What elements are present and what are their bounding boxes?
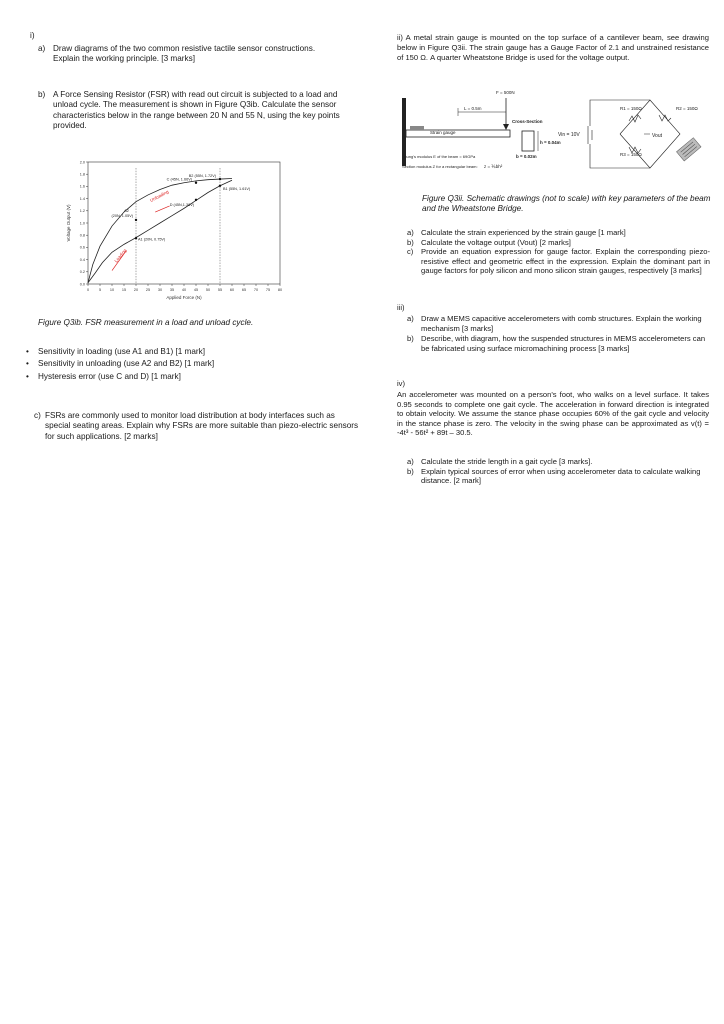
bullet-text: Sensitivity in loading (use A1 and B1) [1 mark] <box>38 347 206 356</box>
question-iii-b-text: Describe, with diagram, how the suspended structures in MEMS accelerometers can be fabricated using surface micromachining process [3 marks] <box>421 334 706 353</box>
question-i-c-text: FSRs are commonly used to monitor load distribution at body interfaces such as special seating areas. Explain why FSRs are more suitable than piezo-electric sensors for such applications. [2 marks] <box>45 411 359 441</box>
question-i-b <box>38 90 362 132</box>
x-axis-label: Applied Force (N) <box>166 295 202 300</box>
vout-label: Vout <box>652 133 663 139</box>
section-iii-number: iii) <box>397 303 405 312</box>
x-tick-label: 30 <box>157 288 163 292</box>
section-modulus-label: Section modulus Z for a rectangular beam: <box>402 164 478 169</box>
question-ii-item <box>407 228 710 238</box>
bridge-wire <box>590 100 650 126</box>
resistor-r2-zigzag <box>659 115 671 121</box>
question-iv-b-label: b) <box>407 466 414 476</box>
y-tick-label: 2.0 <box>79 160 85 165</box>
question-iv-a-text: Calculate the stride length in a gait cycle [3 marks]. <box>421 457 593 466</box>
y-tick-label: 0.4 <box>79 257 85 262</box>
x-tick-label: 20 <box>133 288 139 292</box>
cross-section-rect <box>522 131 534 151</box>
y-tick-label: 1.6 <box>79 184 85 189</box>
h-label: h = 0.04m <box>540 140 561 145</box>
key-point-label: D (45N,1.38V) <box>169 202 194 207</box>
b-label: b = 0.02m <box>516 154 537 159</box>
question-i-c-label: c) <box>34 411 41 420</box>
bullet-icon: • <box>26 347 29 356</box>
key-point-label: C (45N, 1.66V) <box>166 177 192 182</box>
question-iv-item <box>407 457 707 467</box>
y-tick-label: 1.0 <box>79 221 85 226</box>
key-point <box>135 237 137 239</box>
x-tick-label: 65 <box>241 288 247 292</box>
question-ii-item <box>407 247 710 276</box>
question-iii-item <box>407 334 707 353</box>
x-tick-label: 0 <box>86 288 90 292</box>
x-tick-label: 15 <box>121 288 127 292</box>
y-tick-label: 0.8 <box>79 233 85 238</box>
section-i-number: i) <box>30 31 35 40</box>
y-tick-label: 1.4 <box>79 196 85 201</box>
figure-q3ib-caption: Figure Q3ib. FSR measurement in a load and unload cycle. <box>38 318 254 327</box>
question-ii-a-label: a) <box>407 228 414 237</box>
key-point <box>195 182 197 184</box>
question-iii-item <box>407 314 707 333</box>
r1-label: R1 = 150Ω <box>620 106 642 111</box>
youngs-modulus-label: Young's modulus E of the beam = 69GPa <box>402 154 476 159</box>
unloading-arrow <box>155 206 169 212</box>
question-ii-intro: ii) A metal strain gauge is mounted on the top surface of a cantilever beam, see drawing below in Figure Q3ii. The strain gauge has a Gauge Factor of 2.1 and unstrained resistance of 150 Ω. A quarter Wheatstone Bridge is used for the voltage output. <box>397 33 709 62</box>
key-point-label: B2 (55N, 1.72V) <box>188 174 216 179</box>
x-tick-label: 35 <box>169 288 175 292</box>
question-ii-b-text: Calculate the voltage output (Vout) [2 marks] <box>421 237 571 247</box>
question-iii-b-label: b) <box>407 334 414 344</box>
key-point <box>195 199 197 201</box>
y-tick-label: 1.8 <box>79 172 85 177</box>
question-ii-item <box>407 238 710 248</box>
x-tick-label: 45 <box>193 288 199 292</box>
key-point <box>135 219 137 221</box>
question-i-a <box>38 44 338 65</box>
question-ii-b-label: b) <box>407 237 414 247</box>
y-tick-label: 1.2 <box>79 209 85 214</box>
question-ii-list <box>407 228 710 276</box>
bullet-list <box>26 347 356 382</box>
question-iii-list <box>407 314 707 353</box>
cantilever-beam <box>406 130 510 137</box>
bullet-text: Hysteresis error (use C and D) [1 mark] <box>38 371 181 381</box>
x-tick-label: 70 <box>253 288 259 292</box>
question-iii-a-label: a) <box>407 314 414 323</box>
key-point-label: B1 (55N, 1.61V) <box>223 186 251 191</box>
x-tick-label: 50 <box>205 288 211 292</box>
bullet-item <box>26 347 356 357</box>
force-label: F = 500N <box>496 90 515 95</box>
question-i-b-text: A Force Sensing Resistor (FSR) with read out circuit is subjected to a load and unload cycle. The measurement is shown in Figure Q3ib. Calculate the sensor characteristics below in the range between 20 N and 55 N, using the key points provided. <box>53 90 340 131</box>
x-tick-label: 75 <box>265 288 271 292</box>
strain-gauge-shape <box>410 126 424 130</box>
question-ii-a-text: Calculate the strain experienced by the strain gauge [1 mark] <box>421 228 626 237</box>
beam-bridge-diagram <box>400 86 712 178</box>
question-i-a-text: Draw diagrams of the two common resistive tactile sensor constructions. Explain the working principle. [3 marks] <box>53 44 316 64</box>
section-iv-number: iv) <box>397 379 406 388</box>
x-tick-label: 80 <box>277 288 283 292</box>
strain-gauge-photo-icon <box>676 138 701 161</box>
question-i-b-label: b) <box>38 90 46 99</box>
question-iv-list <box>407 457 707 486</box>
bullet-item <box>26 359 356 369</box>
y-tick-label: 0.2 <box>79 270 85 275</box>
question-ii-c-text: Provide an equation expression for gauge factor. Explain the corresponding piezo-resistive effect and geometric effect in the expression. Explain the dominant part in gauge factors for poly silicon and mono silicon strain gauges, respectively [3 marks] <box>421 247 710 276</box>
force-arrow-head <box>503 124 509 130</box>
key-point-label: (20N, 1.05V) <box>111 213 133 218</box>
key-point <box>219 178 221 180</box>
length-label: L = 0.5m <box>464 106 482 111</box>
question-iv-b-text: Explain typical sources of error when using accelerometer data to calculate walking distance. [2 mark] <box>421 466 701 486</box>
y-tick-label: 0.6 <box>79 245 85 250</box>
question-iv-item <box>407 467 707 486</box>
x-tick-label: 10 <box>109 288 115 292</box>
x-tick-label: 25 <box>145 288 151 292</box>
figure-q3ii-caption: Figure Q3ii. Schematic drawings (not to scale) with key parameters of the beam and the Wheatstone Bridge. <box>422 194 711 213</box>
question-iv-intro: An accelerometer was mounted on a person's foot, who walks on a level surface. It takes 0.95 seconds to complete one gait cycle. The acceleration in forward direction is integrated to obtain velocity. We assume the stance phase occupies 60% of the gait cycle and velocity in the stance phase is zero. The velocity in the swing phase can be approximated as v(t) = -4t³ - 56t² + 89t – 30.5. <box>397 390 709 438</box>
fsr-chart <box>58 156 288 300</box>
x-tick-label: 55 <box>217 288 223 292</box>
unloading-label: Unloading <box>149 189 170 204</box>
bullet-icon: • <box>26 371 29 381</box>
bullet-text: Sensitivity in unloading (use A2 and B2) [1 mark] <box>38 359 215 369</box>
y-axis-label: Voltage Output (V) <box>66 204 71 242</box>
x-tick-label: 60 <box>229 288 235 292</box>
x-tick-label: 40 <box>181 288 187 292</box>
strain-gauge-label: Strain gauge <box>430 130 456 135</box>
resistor-r1-zigzag <box>629 115 641 122</box>
key-point-label: A1 (20N, 0.75V) <box>138 237 166 242</box>
question-i-c <box>34 411 362 442</box>
loading-label: Loading <box>113 247 128 264</box>
question-i-a-label: a) <box>38 44 46 53</box>
r2-label: R2 = 150Ω <box>676 106 698 111</box>
x-tick-label: 5 <box>98 288 102 292</box>
vin-label: Vin = 10V <box>558 132 580 138</box>
z-formula: z = ⅙bh² <box>484 164 503 169</box>
bullet-item <box>26 372 356 382</box>
cross-section-label: Cross-Section <box>512 119 543 124</box>
r3-label: R3 = 150Ω <box>620 152 642 157</box>
key-point <box>219 185 221 187</box>
bullet-icon: • <box>26 359 29 369</box>
question-ii-c-label: c) <box>407 247 414 257</box>
question-iv-a-label: a) <box>407 457 414 466</box>
y-tick-label: 0.0 <box>79 282 85 287</box>
a2-label: A2 <box>123 208 129 214</box>
question-iii-a-text: Draw a MEMS capacitive accelerometers with comb structures. Explain the working mechanism [3 marks] <box>421 314 702 333</box>
